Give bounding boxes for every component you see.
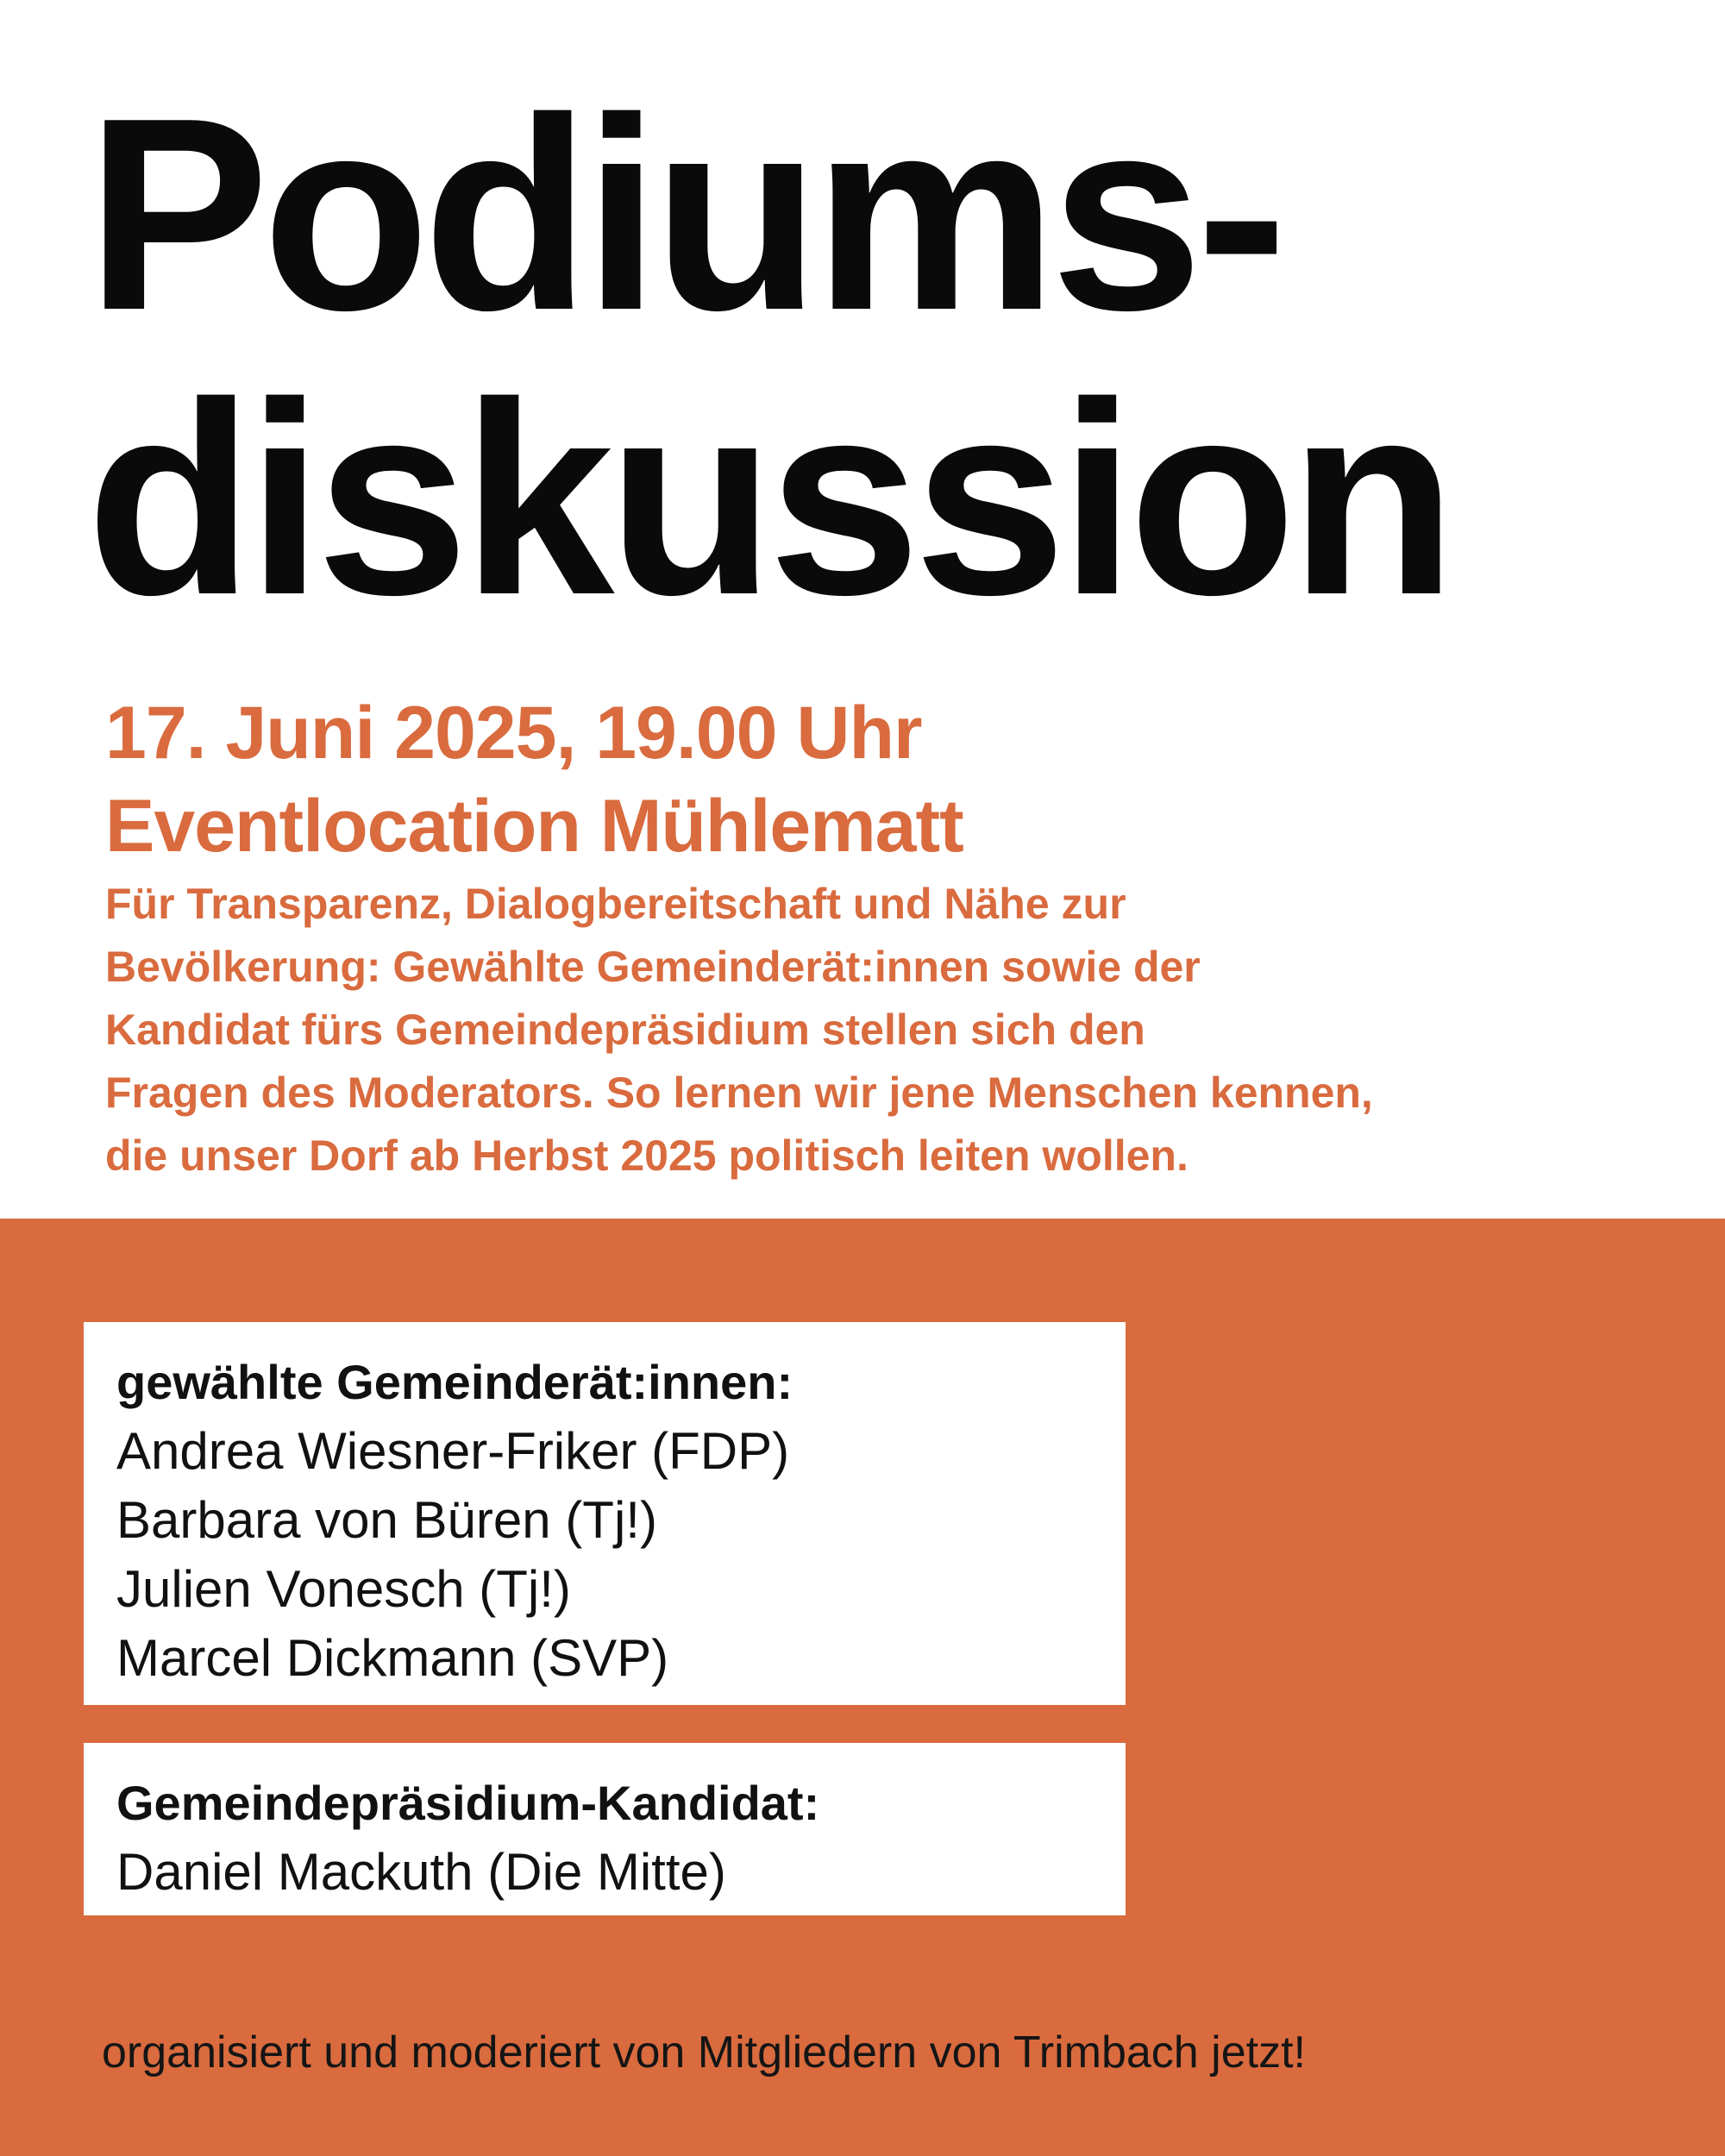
council-member: Marcel Dickmann (SVP) xyxy=(116,1629,669,1687)
council-heading: gewählte Gemeinderät:innen: xyxy=(116,1355,794,1409)
council-members-card xyxy=(84,1322,1126,1705)
council-member: Julien Vonesch (Tj!) xyxy=(116,1560,571,1618)
candidate-card xyxy=(84,1743,1126,1915)
event-date-time: 17. Juni 2025, 19.00 Uhr xyxy=(105,692,922,774)
candidate-heading: Gemeindepräsidium-Kandidat: xyxy=(116,1776,820,1830)
description-line: die unser Dorf ab Herbst 2025 politisch leiten wollen. xyxy=(105,1131,1189,1180)
description-line: Bevölkerung: Gewählte Gemeinderät:innen sowie der xyxy=(105,943,1201,991)
description-line: Für Transparenz, Dialogbereitschaft und Nähe zur xyxy=(105,880,1126,928)
organizer-note: organisiert und moderiert von Mitgliedern von Trimbach jetzt! xyxy=(102,2028,1306,2078)
title-line-1: Podiums- xyxy=(86,61,1281,367)
event-description xyxy=(105,873,1658,1188)
description-line: Fragen des Moderators. So lernen wir jene Menschen kennen, xyxy=(105,1069,1373,1117)
description-line: Kandidat fürs Gemeindepräsidium stellen sich den xyxy=(105,1006,1145,1054)
council-member: Andrea Wiesner-Friker (FDP) xyxy=(116,1422,790,1480)
title-line-2: diskussion xyxy=(86,346,1451,652)
event-location: Eventlocation Mühlematt xyxy=(105,785,963,868)
council-member: Barbara von Büren (Tj!) xyxy=(116,1491,657,1549)
candidate-name: Daniel Mackuth (Die Mitte) xyxy=(116,1843,726,1901)
